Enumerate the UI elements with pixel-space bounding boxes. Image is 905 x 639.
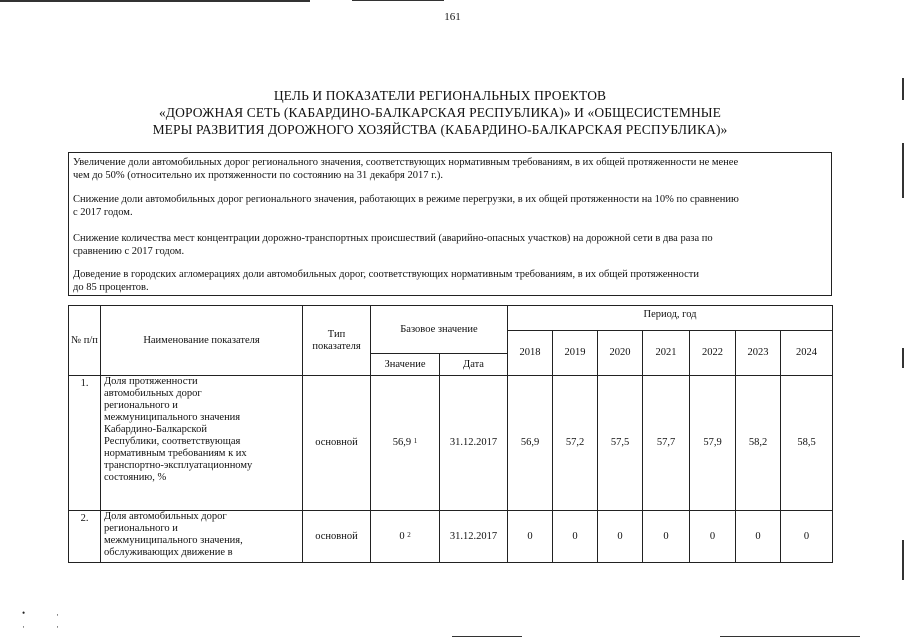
base-value [371,376,440,511]
page-number: 161 [444,11,461,23]
goal-text-line: с 2017 годом. [73,207,133,218]
year-value: 57,2 [553,376,598,511]
indicator-name-line: межмуниципального значения, [104,535,243,546]
scan-line-top-right [352,0,444,1]
header-year: 2024 [781,331,833,376]
base-date: 31.12.2017 [440,376,508,511]
scan-speck: · [56,610,59,620]
scan-speck: · [22,622,25,632]
goal-text-line: до 85 процентов. [73,282,149,293]
indicator-name [101,376,303,511]
year-value: 56,9 [508,376,553,511]
header-year: 2018 [508,331,553,376]
goal-text-line: Снижение доли автомобильных дорог регионального значения, работающих в режиме перегрузки, в их общей протяженности на 10% по сравнению [73,194,739,205]
scan-line-right-edge-3 [902,348,904,368]
goal-item [73,268,828,294]
header-num [69,306,101,376]
row-num: 1. [69,376,101,511]
indicator-type: основной [303,376,371,511]
base-value-number: 56,9 [392,437,412,448]
footnote-marker: 2 [407,530,411,539]
title-line: ЦЕЛЬ И ПОКАЗАТЕЛИ РЕГИОНАЛЬНЫХ ПРОЕКТОВ [273,88,607,103]
scan-line-right-edge-2 [902,143,904,198]
year-value: 0 [690,511,736,563]
base-value [371,511,440,563]
indicator-name-line: Доля автомобильных дорог [104,511,227,522]
year-value: 0 [508,511,553,563]
header-year: 2021 [643,331,690,376]
scan-speck: · [56,622,59,632]
goal-text-line: Снижение количества мест концентрации дорожно-транспортных происшествий (аварийно-опасных участков) на дорожной сети в два раза по [73,233,713,244]
header-value: Значение [371,354,440,376]
year-value: 57,5 [598,376,643,511]
footnote-marker: 1 [413,437,418,445]
base-value-number: 0 [399,530,405,542]
goal-text-line: чем до 50% (относительно их протяженности по состоянию на 31 декабря 2017 г.). [73,170,443,181]
header-year: 2023 [736,331,781,376]
header-year: 2020 [598,331,643,376]
header-year: 2019 [553,331,598,376]
year-value: 0 [781,511,833,563]
scan-line-top-left [0,0,310,2]
header-period: Период, год [508,306,833,331]
indicator-name-line: транспортно-эксплуатационному [104,460,253,471]
indicator-name-line: обслуживающих движение в [104,547,233,558]
header-date: Дата [440,354,508,376]
indicator-name-line: регионального и [104,400,178,411]
year-value: 0 [643,511,690,563]
year-value: 0 [736,511,781,563]
year-value: 0 [553,511,598,563]
goal-text-line: Доведение в городских агломерациях доли автомобильных дорог, соответствующих нормативным требованиям, в их общей протяженности [73,269,700,280]
header-name: Наименование показателя [101,306,303,376]
header-year: 2022 [690,331,736,376]
header-row [69,306,833,331]
year-value: 58,5 [781,376,833,511]
indicator-name-line: нормативным требованиям к их [104,448,247,459]
title-line: МЕРЫ РАЗВИТИЯ ДОРОЖНОГО ХОЗЯЙСТВА (КАБАРДИНО-БАЛКАРСКАЯ РЕСПУБЛИКА)» [152,122,728,137]
table-row [69,376,833,511]
indicator-name-line: Доля протяженности [104,376,198,387]
scan-speck: • [22,608,26,618]
indicator-name-line: Кабардино-Балкарской [104,424,207,435]
indicator-type: основной [303,511,371,563]
indicator-name-line: регионального и [104,523,178,534]
goal-item [73,193,828,219]
header-num-label: № п/п [71,334,98,346]
scan-line-right-edge [902,78,904,100]
year-value: 57,9 [690,376,736,511]
goal-item [73,232,828,258]
indicator-name-line: состоянию, % [104,472,167,483]
indicator-name-line: автомобильных дорог [104,388,202,399]
scan-line-right-edge-4 [902,540,904,580]
indicator-name-line: межмуниципального значения [104,412,241,423]
indicator-name-line: Республики, соответствующая [104,436,241,447]
scan-line-bottom-right [720,636,860,637]
year-value: 58,2 [736,376,781,511]
table-row [69,511,833,563]
scan-line-bottom [452,636,522,637]
goal-text-line: Увеличение доли автомобильных дорог регионального значения, соответствующих нормативным требованиям, в их общей протяженности не менее [73,157,739,168]
goal-text-line: сравнению с 2017 годом. [73,246,185,257]
year-value: 57,7 [643,376,690,511]
goals-box [68,152,832,296]
title-line: «ДОРОЖНАЯ СЕТЬ (КАБАРДИНО-БАЛКАРСКАЯ РЕСПУБЛИКА)» И «ОБЩЕСИСТЕМНЫЕ [158,105,722,120]
year-value: 0 [598,511,643,563]
goal-item [73,156,828,182]
indicator-name [101,511,303,563]
indicators-table [68,305,833,563]
row-num: 2. [69,511,101,563]
base-date: 31.12.2017 [440,511,508,563]
header-type: Тип показателя [303,306,371,376]
document-title [110,87,770,138]
header-base: Базовое значение [371,306,508,354]
